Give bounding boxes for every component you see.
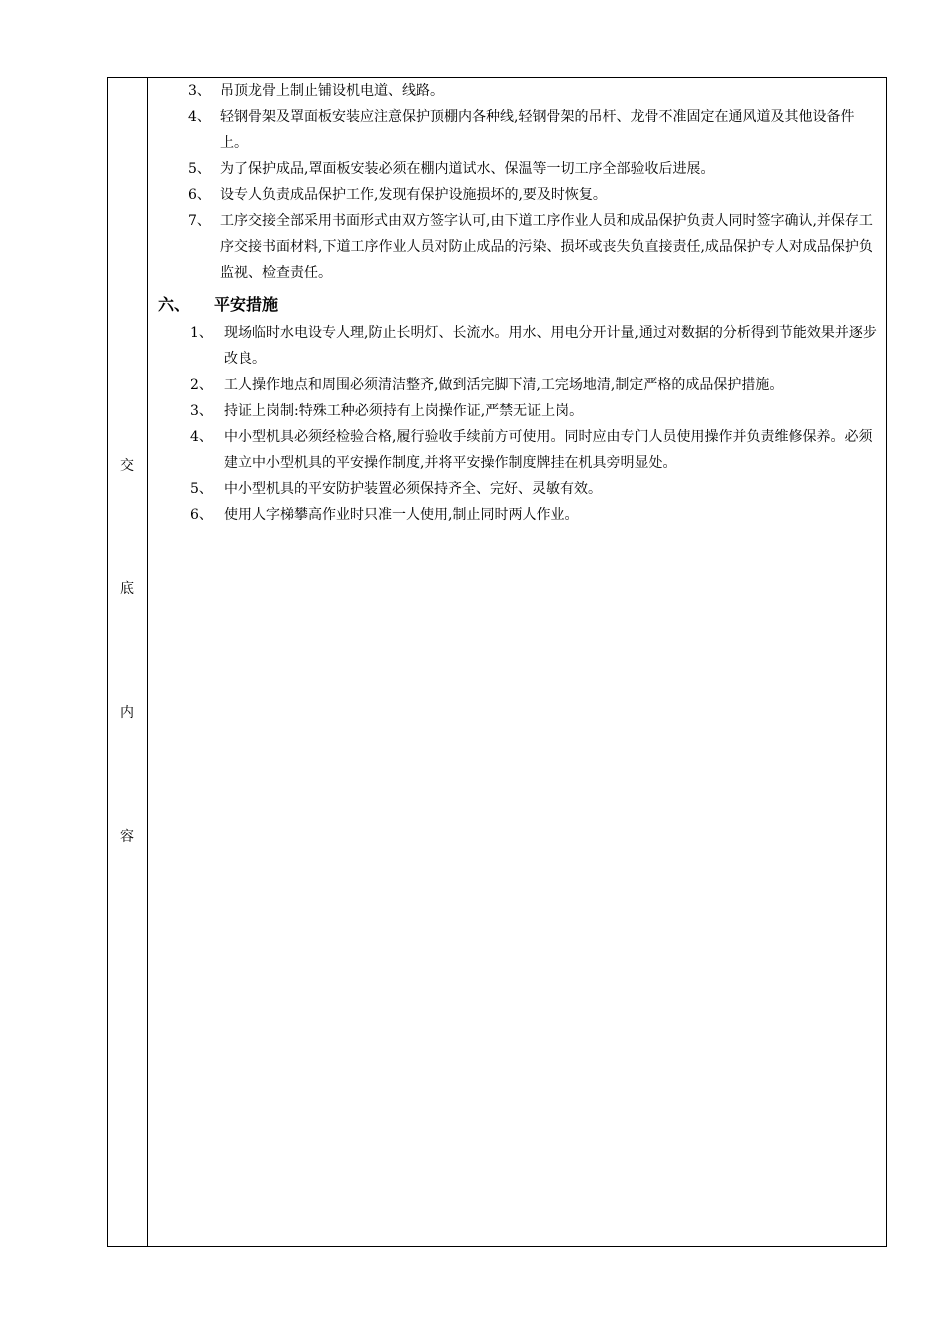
list-item [158,398,880,424]
side-label-char: 交 [120,458,134,474]
list-before [158,78,880,286]
item-text: 中小型机具必须经检验合格,履行验收手续前方可使用。同时应由专门人员使用操作并负责维修保养。必须建立中小型机具的平安操作制度,并将平安操作制度牌挂在机具旁明显处。 [224,429,873,471]
item-text: 吊顶龙骨上制止铺设机电道、线路。 [220,83,444,99]
item-text: 中小型机具的平安防护装置必须保持齐全、完好、灵敏有效。 [224,481,602,497]
list-item [158,476,880,502]
item-text: 工人操作地点和周围必须清洁整齐,做到活完脚下清,工完场地清,制定严格的成品保护措施。 [224,377,784,393]
list-after [158,320,880,528]
item-number: 4、 [188,109,211,125]
item-text: 现场临时水电设专人理,防止长明灯、长流水。用水、用电分开计量,通过对数据的分析得到节能效果并逐步改良。 [224,325,877,367]
item-number: 3、 [188,83,211,99]
list-item [158,78,880,104]
item-text: 轻钢骨架及罩面板安装应注意保护顶棚内各种线,轻钢骨架的吊杆、龙骨不准固定在通风道及其他设备件上。 [220,109,855,151]
list-item [158,502,880,528]
item-text: 为了保护成品,罩面板安装必须在棚内道试水、保温等一切工序全部验收后进展。 [220,161,715,177]
item-text: 持证上岗制:特殊工种必须持有上岗操作证,严禁无证上岗。 [224,403,584,419]
section-title: 平安措施 [214,295,279,314]
side-label-char: 内 [120,705,134,721]
item-number: 6、 [188,187,211,203]
item-text: 使用人字梯攀高作业时只准一人使用,制止同时两人作业。 [224,507,579,523]
item-number: 2、 [190,377,213,393]
list-item [158,372,880,398]
column-divider [147,77,148,1247]
item-number: 3、 [190,403,213,419]
section-heading [158,292,880,318]
item-number: 6、 [190,507,213,523]
list-item [158,182,880,208]
list-item [158,208,880,286]
item-text: 设专人负责成品保护工作,发现有保护设施损坏的,要及时恢复。 [220,187,607,203]
item-number: 5、 [190,481,213,497]
item-number: 7、 [188,213,211,229]
list-item [158,424,880,476]
list-item [158,320,880,372]
item-number: 4、 [190,429,213,445]
section-number: 六、 [158,295,191,314]
side-label-char: 容 [120,829,134,845]
item-text: 工序交接全部采用书面形式由双方签字认可,由下道工序作业人员和成品保护负责人同时签字确认,并保存工序交接书面材料,下道工序作业人员对防止成品的污染、损坏或丧失负直接责任,成品保护专人对成品保护负监视、检查责任。 [220,213,873,281]
item-number: 1、 [190,325,213,341]
list-item [158,104,880,156]
list-item [158,156,880,182]
item-number: 5、 [188,161,211,177]
side-label-char: 底 [120,581,134,597]
content-area [158,78,880,528]
